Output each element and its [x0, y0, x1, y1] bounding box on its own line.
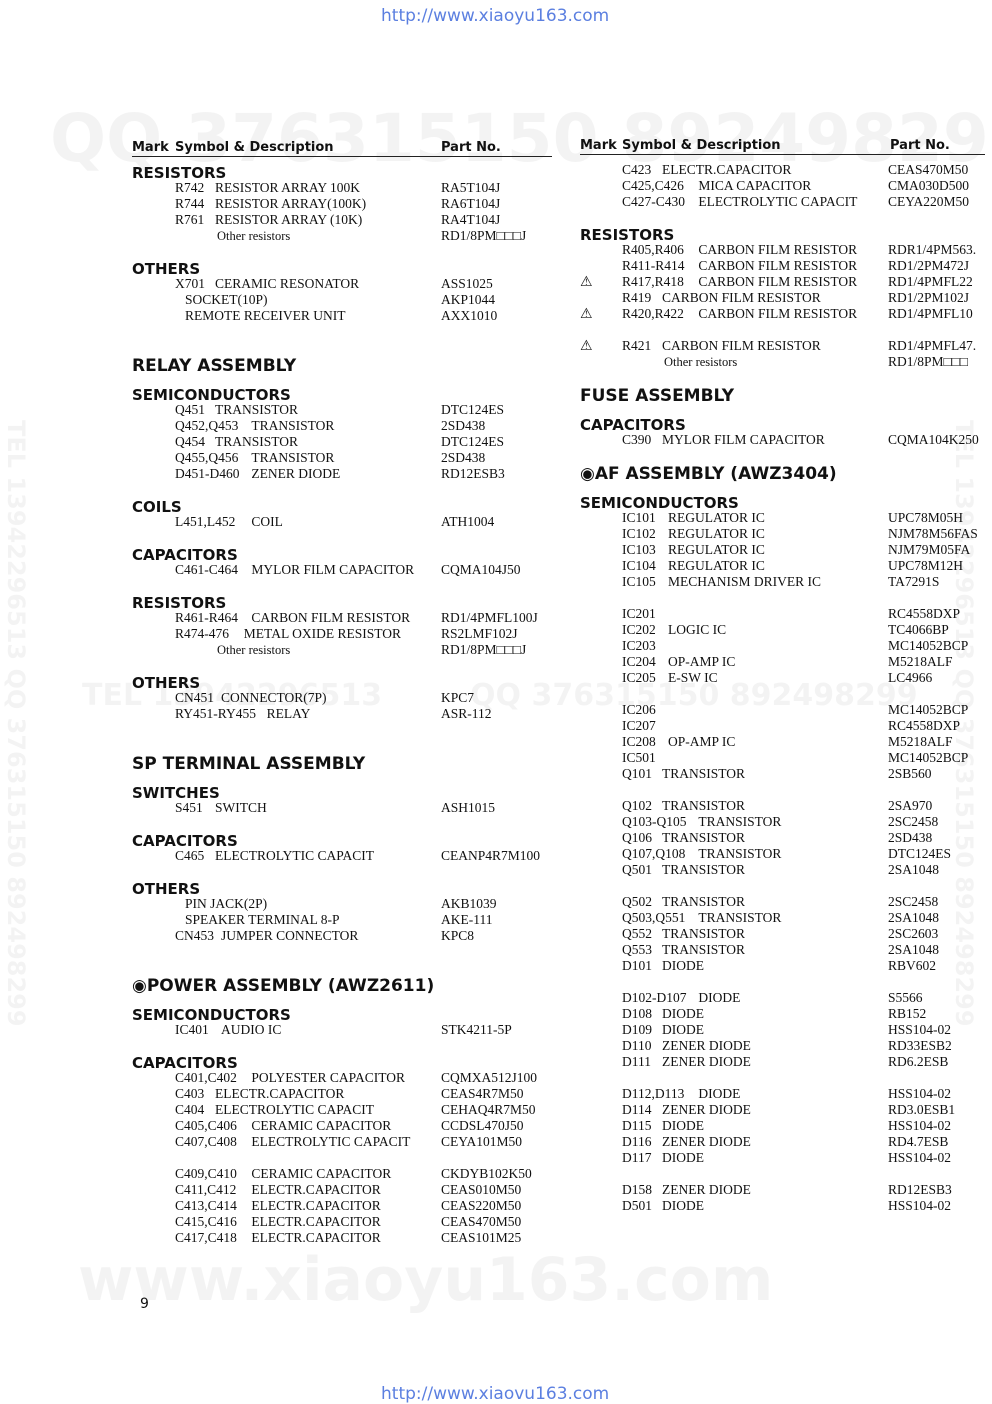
part-description: CERAMIC CAPACITOR	[251, 1166, 392, 1181]
section-heading: RESISTORS	[132, 164, 227, 182]
part-number: 2SC2458	[888, 894, 939, 909]
part-symbol: Q102	[622, 798, 652, 813]
part-number: 2SA1048	[888, 942, 940, 957]
part-description: CERAMIC CAPACITOR	[251, 1118, 392, 1133]
part-description: SWITCH	[215, 800, 267, 815]
left-header-rule	[132, 156, 552, 157]
part-description: CARBON FILM RESISTOR	[698, 274, 858, 289]
part-description: CARBON FILM RESISTOR	[698, 258, 858, 273]
part-description: OP-AMP IC	[668, 734, 736, 749]
part-number: DTC124ES	[441, 402, 505, 417]
part-description: SPEAKER TERMINAL 8-P	[185, 912, 340, 927]
safety-warning-icon: ⚠	[580, 306, 593, 322]
part-symbol: L451,L452	[175, 514, 236, 529]
section-heading: CAPACITORS	[132, 1054, 238, 1072]
part-number: HSS104-02	[888, 1022, 952, 1037]
part-number: CEYA101M50	[441, 1134, 523, 1149]
part-symbol: C401,C402	[175, 1070, 237, 1085]
part-description: LOGIC IC	[668, 622, 727, 637]
part-number: CEAS010M50	[441, 1182, 522, 1197]
part-symbol: IC204	[622, 654, 656, 669]
part-symbol: R419	[622, 290, 652, 305]
part-description: ELECTR.CAPACITOR	[662, 162, 792, 177]
part-symbol: D115	[622, 1118, 652, 1133]
part-number: RC4558DXP	[888, 718, 961, 733]
part-number: RB152	[888, 1006, 927, 1021]
part-number: ASS1025	[441, 276, 493, 291]
part-number: CEAS101M25	[441, 1230, 522, 1245]
part-symbol: Q106	[622, 830, 652, 845]
part-number: RD12ESB3	[888, 1182, 952, 1197]
part-description: TRANSISTOR	[698, 846, 782, 861]
part-number: RD1/2PM472J	[888, 258, 970, 273]
part-symbol: C404	[175, 1102, 205, 1117]
section-heading: COILS	[132, 498, 182, 516]
part-symbol: C423	[622, 162, 652, 177]
section-heading: RESISTORS	[580, 226, 675, 244]
footer-url[interactable]: http://www.xiaovu163.com	[381, 1384, 610, 1404]
part-description: TRANSISTOR	[662, 830, 746, 845]
part-number: CEANP4R7M100	[441, 848, 541, 863]
part-description: ZENER DIODE	[662, 1182, 751, 1197]
part-symbol: C427-C430	[622, 194, 686, 209]
part-number: 2SA1048	[888, 862, 940, 877]
part-symbol: Q101	[622, 766, 652, 781]
part-number: ATH1004	[441, 514, 495, 529]
part-description: MYLOR FILM CAPACITOR	[251, 562, 415, 577]
part-description: TRANSISTOR	[662, 894, 746, 909]
part-symbol: CN451	[175, 690, 215, 705]
part-description: CARBON FILM RESISTOR	[698, 242, 858, 257]
part-description: REGULATOR IC	[668, 526, 765, 541]
part-symbol: C403	[175, 1086, 205, 1101]
part-description: DIODE	[662, 1118, 704, 1133]
part-symbol: CN453	[175, 928, 215, 943]
part-number: RD33ESB2	[888, 1038, 952, 1053]
part-symbol: D111	[622, 1054, 651, 1069]
part-number: CEAS470M50	[441, 1214, 522, 1229]
part-number: RD1/8PM□□□J	[441, 642, 527, 657]
part-number: RA6T104J	[441, 196, 501, 211]
part-symbol: IC206	[622, 702, 656, 717]
part-symbol: IC101	[622, 510, 656, 525]
part-number: RD12ESB3	[441, 466, 505, 481]
part-description: CARBON FILM RESISTOR	[251, 610, 411, 625]
part-symbol: C465	[175, 848, 205, 863]
part-description: TRANSISTOR	[662, 766, 746, 781]
part-description: ZENER DIODE	[662, 1054, 751, 1069]
page-number: 9	[140, 1296, 149, 1312]
right-col-mark: Mark	[580, 138, 617, 153]
part-number: 2SA1048	[888, 910, 940, 925]
header-url[interactable]: http://www.xiaoyu163.com	[381, 6, 610, 26]
part-number: CQMXA512J100	[441, 1070, 538, 1085]
part-description: TRANSISTOR	[698, 910, 782, 925]
part-number: ASR-112	[441, 706, 492, 721]
part-description: DIODE	[662, 1198, 704, 1213]
part-symbol: IC202	[622, 622, 656, 637]
part-description: RESISTOR ARRAY 100K	[215, 180, 361, 195]
part-symbol: C415,C416	[175, 1214, 237, 1229]
section-heading: OTHERS	[132, 674, 201, 692]
part-description: RESISTOR ARRAY (10K)	[215, 212, 363, 227]
part-symbol: C390	[622, 432, 652, 447]
part-symbol: IC207	[622, 718, 656, 733]
part-description: ELECTR.CAPACITOR	[251, 1230, 381, 1245]
part-description: COIL	[251, 514, 283, 529]
part-number: AXX1010	[441, 308, 498, 323]
part-number: RDR1/4PM563.	[888, 242, 977, 257]
part-description: ELECTR.CAPACITOR	[251, 1214, 381, 1229]
part-symbol: C413,C414	[175, 1198, 237, 1213]
part-symbol: IC203	[622, 638, 656, 653]
part-symbol: C405,C406	[175, 1118, 237, 1133]
section-heading: CAPACITORS	[580, 416, 686, 434]
part-symbol: Q502	[622, 894, 652, 909]
part-description: TRANSISTOR	[662, 862, 746, 877]
part-number: CEAS4R7M50	[441, 1086, 524, 1101]
part-number: TA7291S	[888, 574, 940, 589]
part-symbol: C417,C418	[175, 1230, 237, 1245]
section-heading: SWITCHES	[132, 784, 220, 802]
part-description: ELECTR.CAPACITOR	[215, 1086, 345, 1101]
part-number: STK4211-5P	[441, 1022, 512, 1037]
part-number: DTC124ES	[888, 846, 952, 861]
part-symbol: R744	[175, 196, 205, 211]
part-symbol: D101	[622, 958, 652, 973]
part-number: CQMA104J50	[441, 562, 521, 577]
part-description: DIODE	[662, 1006, 704, 1021]
part-number: CEAS220M50	[441, 1198, 522, 1213]
assembly-heading: FUSE ASSEMBLY	[580, 386, 735, 406]
part-symbol: R742	[175, 180, 205, 195]
part-description: AUDIO IC	[221, 1022, 282, 1037]
part-number: CEHAQ4R7M50	[441, 1102, 536, 1117]
part-description: TRANSISTOR	[215, 434, 299, 449]
part-symbol: IC102	[622, 526, 656, 541]
part-description: ZENER DIODE	[662, 1038, 751, 1053]
part-symbol: IC103	[622, 542, 656, 557]
part-number: NJM79M05FA	[888, 542, 971, 557]
part-symbol: Q103-Q105	[622, 814, 687, 829]
part-number: S5566	[888, 990, 923, 1005]
assembly-heading: RELAY ASSEMBLY	[132, 356, 297, 376]
part-symbol: C461-C464	[175, 562, 239, 577]
part-description: ELECTROLYTIC CAPACIT	[215, 848, 375, 863]
section-heading: RESISTORS	[132, 594, 227, 612]
part-description: ELECTR.CAPACITOR	[251, 1198, 381, 1213]
part-description: ELECTROLYTIC CAPACIT	[215, 1102, 375, 1117]
part-description: RELAY	[266, 706, 311, 721]
part-number: RA5T104J	[441, 180, 501, 195]
section-heading: SEMICONDUCTORS	[132, 1006, 291, 1024]
part-number: RD1/2PM102J	[888, 290, 970, 305]
safety-warning-icon: ⚠	[580, 338, 593, 354]
part-description: MECHANISM DRIVER IC	[668, 574, 822, 589]
part-number: 2SC2458	[888, 814, 939, 829]
part-description: TRANSISTOR	[662, 942, 746, 957]
part-description: DIODE	[662, 1022, 704, 1037]
part-symbol: Q107,Q108	[622, 846, 686, 861]
part-description: MICA CAPACITOR	[698, 178, 812, 193]
part-symbol: C411,C412	[175, 1182, 237, 1197]
section-heading: CAPACITORS	[132, 546, 238, 564]
part-symbol: D117	[622, 1150, 652, 1165]
part-number: HSS104-02	[888, 1118, 952, 1133]
part-symbol: D108	[622, 1006, 652, 1021]
part-number: UPC78M05H	[888, 510, 964, 525]
section-heading: SEMICONDUCTORS	[580, 494, 739, 512]
assembly-heading: SP TERMINAL ASSEMBLY	[132, 754, 366, 774]
part-symbol: IC105	[622, 574, 656, 589]
part-description: CARBON FILM RESISTOR	[698, 306, 858, 321]
part-number: RD6.2ESB	[888, 1054, 949, 1069]
part-symbol: X701	[175, 276, 205, 291]
left-col-symbol: Symbol & Description	[175, 140, 334, 155]
part-number: TC4066BP	[888, 622, 949, 637]
part-description: SOCKET(10P)	[185, 292, 268, 307]
part-symbol: R405,R406	[622, 242, 684, 257]
part-number: 2SA970	[888, 798, 933, 813]
part-number: M5218ALF	[888, 734, 953, 749]
part-description: JUMPER CONNECTOR	[221, 928, 359, 943]
part-symbol: D102-D107	[622, 990, 687, 1005]
part-number: RD1/4PMFL47.	[888, 338, 977, 353]
part-symbol: C425,C426	[622, 178, 684, 193]
part-number: CEAS470M50	[888, 162, 969, 177]
part-description: ELECTROLYTIC CAPACIT	[698, 194, 858, 209]
part-description: ZENER DIODE	[251, 466, 341, 481]
part-number: HSS104-02	[888, 1150, 952, 1165]
part-number: RD3.0ESB1	[888, 1102, 956, 1117]
part-description: Other resistors	[217, 229, 291, 243]
section-heading: OTHERS	[132, 260, 201, 278]
part-number: NJM78M56FAS	[888, 526, 978, 541]
part-number: M5218ALF	[888, 654, 953, 669]
part-symbol: R761	[175, 212, 205, 227]
part-description: REMOTE RECEIVER UNIT	[185, 308, 346, 323]
part-description: METAL OXIDE RESISTOR	[243, 626, 401, 641]
part-symbol: D109	[622, 1022, 652, 1037]
part-number: CQMA104K250	[888, 432, 979, 447]
part-symbol: Q452,Q453	[175, 418, 239, 433]
part-number: RD1/4PMFL10	[888, 306, 973, 321]
part-description: PIN JACK(2P)	[185, 896, 268, 911]
part-description: ZENER DIODE	[662, 1134, 751, 1149]
part-number: RA4T104J	[441, 212, 501, 227]
part-number: RD1/8PM□□□J	[441, 228, 527, 243]
part-number: KPC7	[441, 690, 475, 705]
part-symbol: R417,R418	[622, 274, 684, 289]
part-symbol: IC501	[622, 750, 656, 765]
part-description: Other resistors	[217, 643, 291, 657]
part-number: RD1/4PMFL100J	[441, 610, 538, 625]
part-symbol: D114	[622, 1102, 652, 1117]
part-number: MC14052BCP	[888, 750, 969, 765]
part-number: UPC78M12H	[888, 558, 964, 573]
part-description: CARBON FILM RESISTOR	[662, 290, 821, 305]
right-header-rule	[580, 154, 985, 155]
part-number: AKB1039	[441, 896, 497, 911]
part-symbol: R474-476	[175, 626, 229, 641]
part-number: RD1/4PMFL22	[888, 274, 973, 289]
part-description: ZENER DIODE	[662, 1102, 751, 1117]
part-description: REGULATOR IC	[668, 510, 765, 525]
right-col-part: Part No.	[890, 138, 950, 153]
part-number: AKE-111	[441, 912, 493, 927]
part-description: ELECTR.CAPACITOR	[251, 1182, 381, 1197]
assembly-heading: ◉POWER ASSEMBLY (AWZ2611)	[132, 976, 435, 996]
part-symbol: C407,C408	[175, 1134, 237, 1149]
part-number: 2SC2603	[888, 926, 939, 941]
part-description: TRANSISTOR	[698, 814, 782, 829]
assembly-heading: ◉AF ASSEMBLY (AWZ3404)	[580, 464, 837, 484]
part-symbol: IC208	[622, 734, 656, 749]
part-symbol: IC205	[622, 670, 656, 685]
part-description: OP-AMP IC	[668, 654, 736, 669]
watermark-site	[78, 1245, 773, 1315]
part-symbol: S451	[175, 800, 203, 815]
part-description: TRANSISTOR	[215, 402, 299, 417]
part-number: RD1/8PM□□□	[888, 354, 968, 369]
part-number: 2SB560	[888, 766, 932, 781]
watermark-left-vertical	[2, 420, 30, 1027]
part-symbol: RY451-RY455	[175, 706, 257, 721]
left-col-mark: Mark	[132, 140, 169, 155]
part-symbol: Q455,Q456	[175, 450, 239, 465]
section-heading: CAPACITORS	[132, 832, 238, 850]
part-number: MC14052BCP	[888, 638, 969, 653]
part-symbol: IC201	[622, 606, 656, 621]
part-number: RBV602	[888, 958, 937, 973]
part-symbol: C409,C410	[175, 1166, 237, 1181]
part-symbol: R411-R414	[622, 258, 685, 273]
part-number: DTC124ES	[441, 434, 505, 449]
part-number: LC4966	[888, 670, 933, 685]
part-number: HSS104-02	[888, 1198, 952, 1213]
part-symbol: Q451	[175, 402, 205, 417]
part-description: ELECTROLYTIC CAPACIT	[251, 1134, 411, 1149]
part-symbol: D451-D460	[175, 466, 240, 481]
part-description: TRANSISTOR	[662, 798, 746, 813]
part-symbol: Q503,Q551	[622, 910, 686, 925]
part-number: 2SD438	[441, 450, 486, 465]
part-symbol: D110	[622, 1038, 652, 1053]
part-number: 2SD438	[441, 418, 486, 433]
part-symbol: Q552	[622, 926, 652, 941]
part-description: DIODE	[698, 1086, 741, 1101]
part-number: RD4.7ESB	[888, 1134, 949, 1149]
right-col-symbol: Symbol & Description	[622, 138, 781, 153]
part-description: CONNECTOR(7P)	[221, 690, 327, 705]
part-symbol: IC104	[622, 558, 656, 573]
part-description: CARBON FILM RESISTOR	[662, 338, 821, 353]
part-description: CERAMIC RESONATOR	[215, 276, 360, 291]
part-description: REGULATOR IC	[668, 542, 765, 557]
part-number: HSS104-02	[888, 1086, 952, 1101]
part-number: CCDSL470J50	[441, 1118, 524, 1133]
part-symbol: D116	[622, 1134, 652, 1149]
part-number: CKDYB102K50	[441, 1166, 532, 1181]
part-symbol: R421	[622, 338, 652, 353]
part-description: Other resistors	[664, 355, 738, 369]
part-number: CEYA220M50	[888, 194, 970, 209]
safety-warning-icon: ⚠	[580, 274, 593, 290]
part-description: REGULATOR IC	[668, 558, 765, 573]
part-symbol: Q501	[622, 862, 652, 877]
section-heading: OTHERS	[132, 880, 201, 898]
part-number: KPC8	[441, 928, 475, 943]
part-number: CMA030D500	[888, 178, 970, 193]
part-number: 2SD438	[888, 830, 933, 845]
part-number: RC4558DXP	[888, 606, 961, 621]
part-symbol: R420,R422	[622, 306, 684, 321]
part-description: TRANSISTOR	[251, 418, 335, 433]
part-description: DIODE	[662, 958, 704, 973]
part-description: TRANSISTOR	[662, 926, 746, 941]
part-description: DIODE	[698, 990, 741, 1005]
part-description: DIODE	[662, 1150, 704, 1165]
part-description: POLYESTER CAPACITOR	[251, 1070, 405, 1085]
part-number: RS2LMF102J	[441, 626, 518, 641]
part-symbol: D112,D113	[622, 1086, 685, 1101]
part-symbol: D501	[622, 1198, 652, 1213]
part-number: MC14052BCP	[888, 702, 969, 717]
part-description: E-SW IC	[668, 670, 718, 685]
part-symbol: Q454	[175, 434, 205, 449]
part-description: RESISTOR ARRAY(100K)	[215, 196, 367, 211]
part-number: ASH1015	[441, 800, 496, 815]
part-symbol: Q553	[622, 942, 652, 957]
part-description: MYLOR FILM CAPACITOR	[662, 432, 825, 447]
part-number: AKP1044	[441, 292, 496, 307]
part-symbol: D158	[622, 1182, 652, 1197]
part-symbol: R461-R464	[175, 610, 239, 625]
part-symbol: IC401	[175, 1022, 209, 1037]
part-description: TRANSISTOR	[251, 450, 335, 465]
left-col-part: Part No.	[441, 140, 501, 155]
section-heading: SEMICONDUCTORS	[132, 386, 291, 404]
